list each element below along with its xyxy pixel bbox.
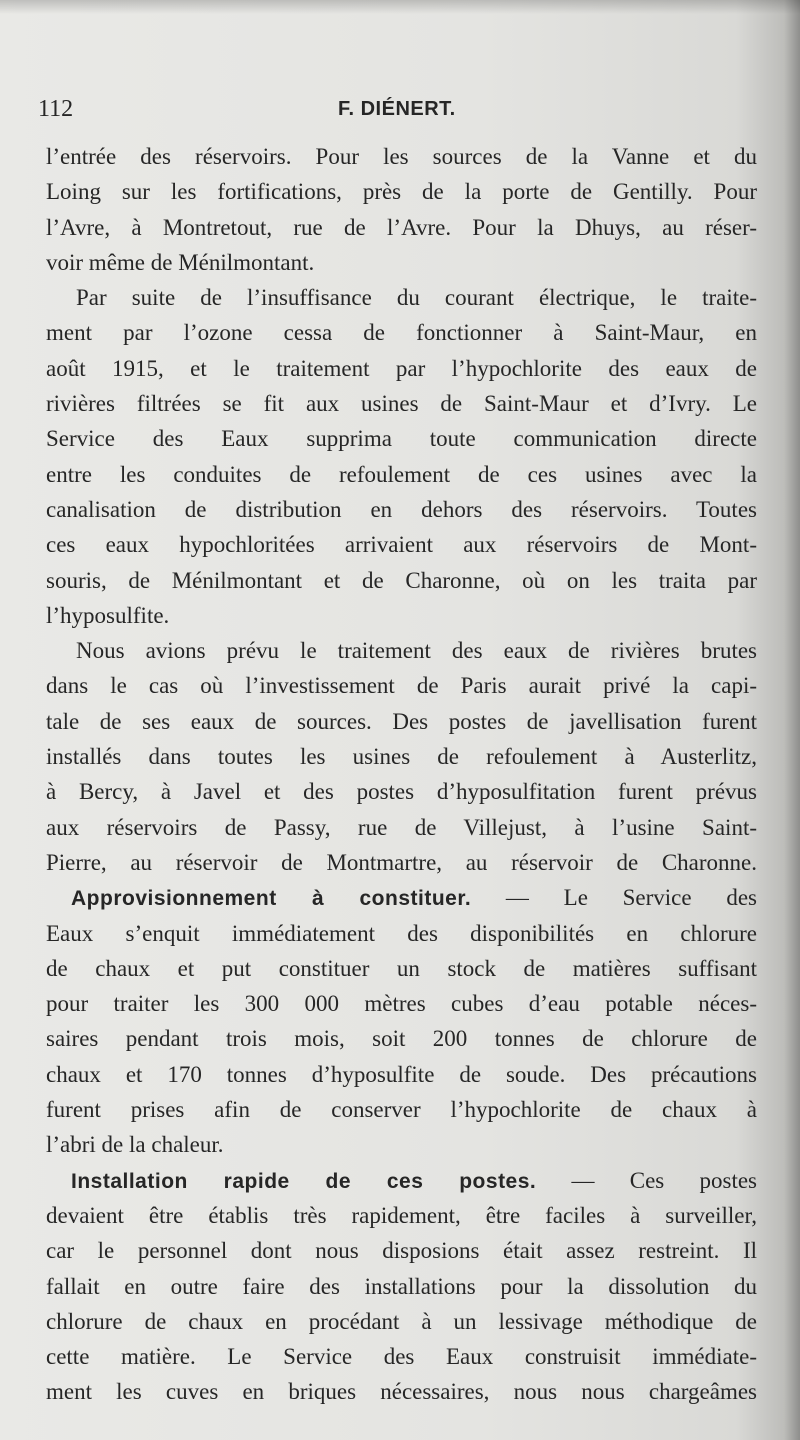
running-head: F. DIÉNERT. bbox=[338, 98, 456, 120]
text-line: Installation rapide de ces postes. — Ces postes bbox=[71, 1167, 757, 1193]
text-line: saires pendant trois mois, soit 200 tonnes de chlorure de bbox=[46, 1026, 757, 1052]
text-line: canalisation de distribution en dehors des réservoirs. Toutes bbox=[46, 496, 757, 522]
text-line: Loing sur les fortifications, près de la porte de Gentilly. Pour bbox=[46, 179, 757, 205]
text-line: car le personnel dont nous disposions était assez restreint. Il bbox=[46, 1238, 757, 1264]
text-line: Eaux s’enquit immédiatement des disponibilités en chlorure bbox=[46, 920, 757, 946]
text-line: Approvisionnement à constituer. — Le Service des bbox=[71, 885, 757, 911]
text-line: entre les conduites de refoulement de ces usines avec la bbox=[46, 461, 757, 487]
text-line: l’entrée des réservoirs. Pour les sources de la Vanne et du bbox=[46, 144, 757, 169]
text-line: à Bercy, à Javel et des postes d’hyposulfitation furent prévus bbox=[46, 779, 757, 805]
text-line: Pierre, au réservoir de Montmartre, au réservoir de Charonne. bbox=[46, 849, 757, 875]
text-line: furent prises afin de conserver l’hypochlorite de chaux à bbox=[46, 1097, 757, 1123]
text-line: fallait en outre faire des installations pour la dissolution du bbox=[46, 1273, 757, 1299]
text-line: l’hyposulfite. bbox=[46, 602, 170, 628]
text-line: tale de ses eaux de sources. Des postes de javellisation furent bbox=[46, 708, 757, 734]
text-line: chaux et 170 tonnes d’hyposulfite de soude. Des précautions bbox=[46, 1061, 757, 1087]
page-edge-shadow bbox=[0, 0, 800, 14]
text-line: devaient être établis très rapidement, être faciles à surveiller, bbox=[46, 1202, 757, 1228]
text-line: l’abri de la chaleur. bbox=[46, 1132, 224, 1158]
text-line: cette matière. Le Service des Eaux construisit immédiate- bbox=[46, 1344, 757, 1370]
text-line: Service des Eaux supprima toute communication directe bbox=[46, 426, 757, 452]
text-line: août 1915, et le traitement par l’hypochlorite des eaux de bbox=[46, 355, 757, 381]
text-line: ces eaux hypochloritées arrivaient aux réservoirs de Mont- bbox=[46, 532, 757, 558]
page-number: 112 bbox=[38, 96, 74, 122]
section-heading-installation: Installation rapide de ces postes. bbox=[71, 1169, 537, 1193]
text-line: pour traiter les 300 000 mètres cubes d’eau potable néces- bbox=[46, 991, 757, 1017]
text-line: dans le cas où l’investissement de Paris aurait privé la capi- bbox=[46, 673, 757, 699]
text-line: ment par l’ozone cessa de fonctionner à Saint-Maur, en bbox=[46, 320, 757, 346]
text-line: ment les cuves en briques nécessaires, nous nous chargeâmes bbox=[46, 1379, 757, 1405]
text-line: installés dans toutes les usines de refoulement à Austerlitz, bbox=[46, 744, 757, 770]
text-line: Par suite de l’insuffisance du courant électrique, le traite- bbox=[76, 285, 757, 311]
text-line: souris, de Ménilmontant et de Charonne, où on les traita par bbox=[46, 567, 757, 593]
section-heading-approvisionnement: Approvisionnement à constituer. bbox=[71, 887, 472, 911]
text-line: de chaux et put constituer un stock de matières suffisant bbox=[46, 955, 757, 981]
body-text bbox=[46, 139, 757, 1410]
text-line: rivières filtrées se fit aux usines de Saint-Maur et d’Ivry. Le bbox=[46, 391, 757, 417]
text-line: aux réservoirs de Passy, rue de Villejust, à l’usine Saint- bbox=[46, 814, 757, 840]
page-header bbox=[30, 96, 770, 126]
text-line: Nous avions prévu le traitement des eaux de rivières brutes bbox=[76, 638, 757, 664]
text-line: voir même de Ménilmontant. bbox=[46, 249, 315, 275]
text-line: chlorure de chaux en procédant à un lessivage méthodique de bbox=[46, 1308, 757, 1334]
text-line: l’Avre, à Montretout, rue de l’Avre. Pour la Dhuys, au réser- bbox=[46, 214, 757, 240]
